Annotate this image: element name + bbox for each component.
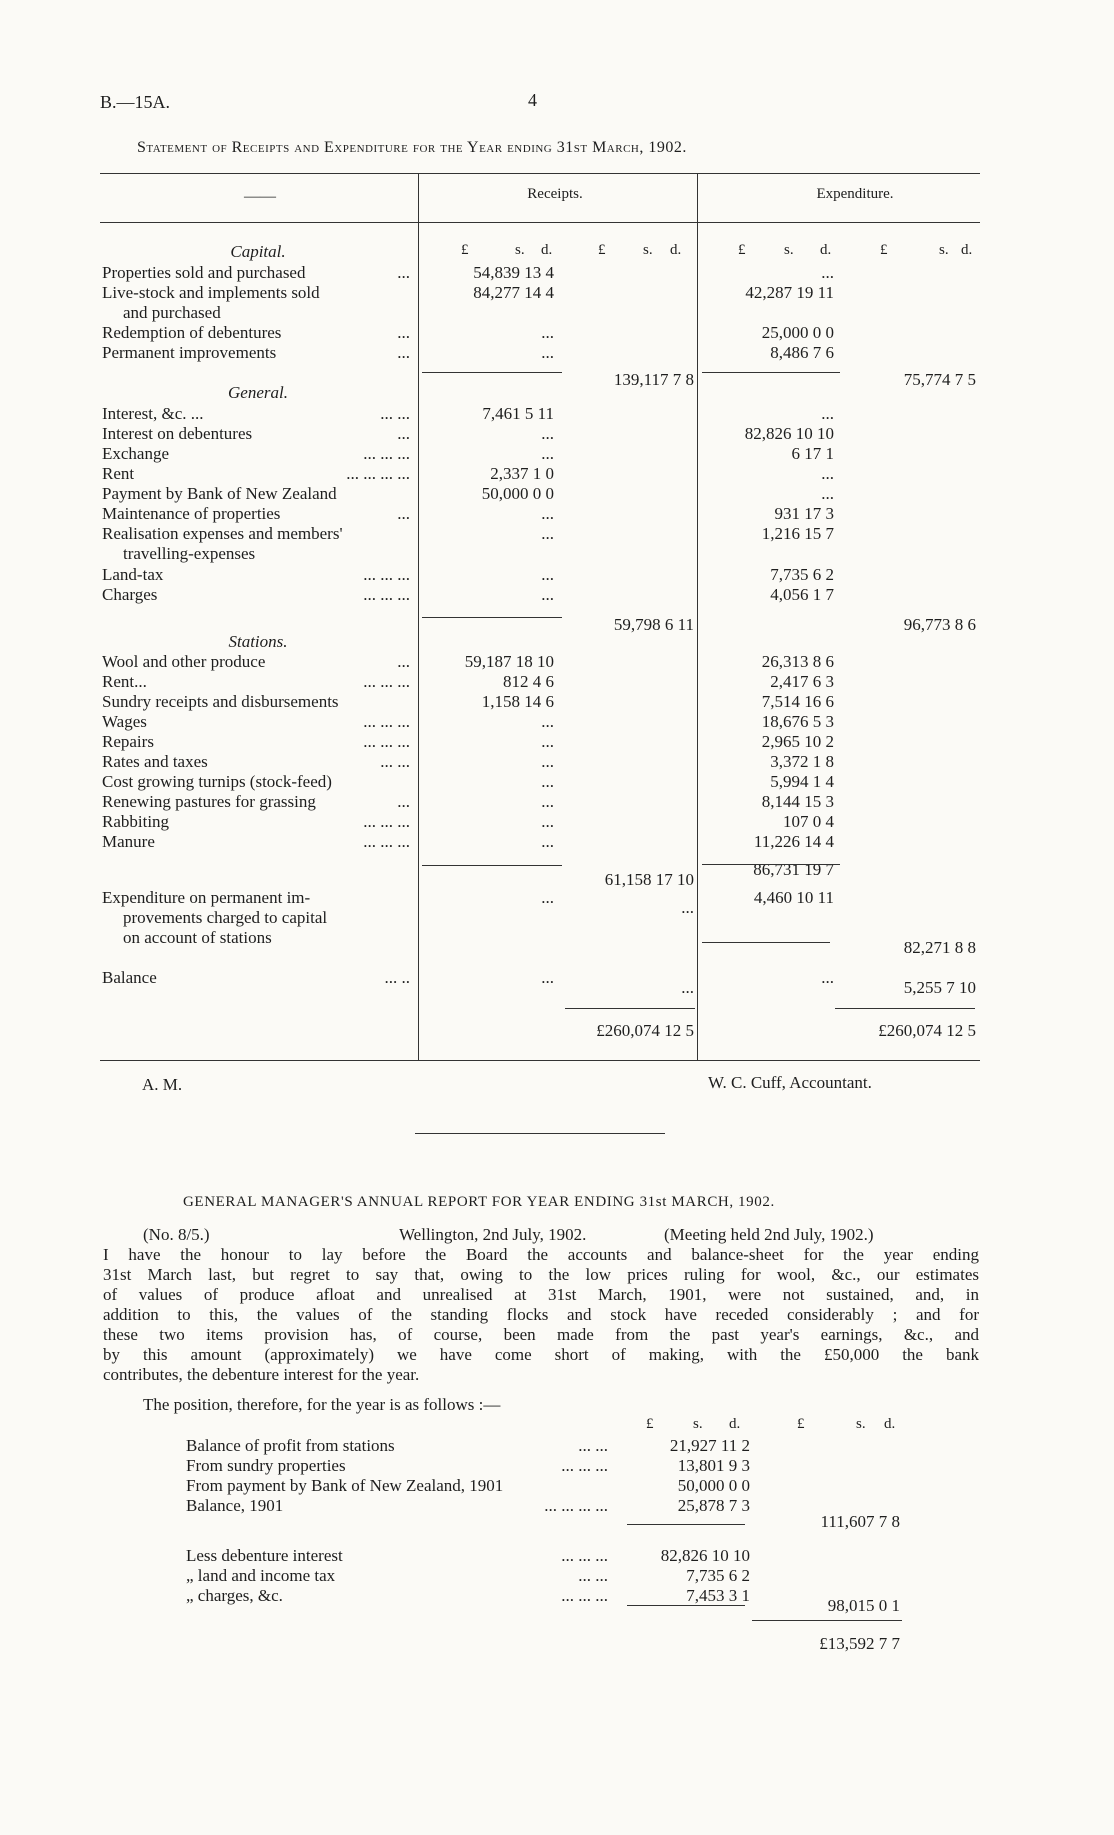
- expenditure-detail-amount: 4,056 1 7: [770, 585, 834, 604]
- expenditure-detail-amount: 7,735 6 2: [770, 565, 834, 584]
- currency-head: s.: [939, 242, 949, 258]
- leader-dots: ...: [397, 424, 410, 443]
- position-total: £13,592 7 7: [819, 1634, 900, 1653]
- receipt-detail-amount: 50,000 0 0: [481, 484, 554, 503]
- expenditure-detail-amount: 2,417 6 3: [770, 672, 834, 691]
- section-heading: General.: [228, 383, 288, 402]
- currency-head: d.: [820, 242, 832, 258]
- row-label: and purchased: [123, 303, 221, 322]
- position-rule: [627, 1524, 745, 1525]
- leader-dots: ... ...: [380, 752, 410, 771]
- currency-head: £: [738, 242, 746, 258]
- subtotal-rule: [422, 372, 562, 373]
- currency-head: £: [461, 242, 469, 258]
- receipt-total-amount: 61,158 17 10: [604, 870, 694, 889]
- expenditure-total-amount: 82,271 8 8: [903, 938, 976, 957]
- total-rule: [565, 1008, 695, 1009]
- row-label: Exchange: [102, 444, 170, 463]
- paragraph-line: I have the honour to lay before the Board the accounts and balance-sheet for the year ending: [103, 1245, 979, 1264]
- row-label: Rent...: [102, 672, 147, 691]
- position-total: 98,015 0 1: [827, 1596, 900, 1615]
- position-label: From payment by Bank of New Zealand, 1901: [186, 1476, 504, 1495]
- expenditure-detail-amount: 2,965 10 2: [761, 732, 834, 751]
- report-meeting: (Meeting held 2nd July, 1902.): [664, 1225, 874, 1244]
- receipt-total-amount: £260,074 12 5: [596, 1021, 694, 1040]
- expenditure-detail-amount: 25,000 0 0: [761, 323, 834, 342]
- expenditure-detail-amount: 3,372 1 8: [770, 752, 834, 771]
- expenditure-detail-amount: 931 17 3: [774, 504, 834, 523]
- expenditure-detail-amount: 86,731 19 7: [753, 860, 834, 879]
- leader-dots: ... ... ...: [363, 585, 410, 604]
- leader-dots: ... ... ...: [363, 672, 410, 691]
- expenditure-detail-amount: 42,287 19 11: [745, 283, 834, 302]
- position-amount: 7,453 3 1: [686, 1586, 750, 1605]
- position-label: From sundry properties: [186, 1456, 346, 1475]
- receipt-total-amount: 139,117 7 8: [613, 370, 694, 389]
- position-label: „ land and income tax: [186, 1566, 336, 1585]
- leader-dots: ... ... ...: [561, 1586, 608, 1605]
- leader-dots: ...: [397, 343, 410, 362]
- position-head: £: [646, 1416, 654, 1432]
- receipt-detail-amount: ...: [541, 424, 554, 443]
- leader-dots: ... ..: [384, 968, 410, 987]
- expenditure-detail-amount: 6 17 1: [791, 444, 834, 463]
- position-head: d.: [729, 1416, 741, 1432]
- report-place-date: Wellington, 2nd July, 1902.: [399, 1225, 587, 1244]
- statement-title: Statement of Receipts and Expenditure for the Year ending 31st March, 1902.: [137, 139, 687, 156]
- row-label: Expenditure on permanent im-: [102, 888, 311, 907]
- paragraph-line: by this amount (approximately) we have come short of making, with the £50,000 the bank: [103, 1345, 979, 1364]
- subtotal-rule: [422, 617, 562, 618]
- expenditure-detail-amount: 5,994 1 4: [770, 772, 834, 791]
- position-label: Less debenture interest: [186, 1546, 343, 1565]
- row-label: travelling-expenses: [123, 544, 256, 563]
- receipt-detail-amount: ...: [541, 712, 554, 731]
- leader-dots: ... ...: [578, 1436, 608, 1455]
- receipt-detail-amount: ...: [541, 323, 554, 342]
- receipt-detail-amount: ...: [541, 565, 554, 584]
- column-header-dash: ——: [244, 188, 276, 205]
- receipt-detail-amount: 1,158 14 6: [481, 692, 554, 711]
- receipt-detail-amount: ...: [541, 752, 554, 771]
- leader-dots: ... ...: [578, 1566, 608, 1585]
- row-label: on account of stations: [123, 928, 272, 947]
- position-head: s.: [856, 1416, 866, 1432]
- row-label: provements charged to capital: [123, 908, 328, 927]
- row-label: Live-stock and implements sold: [102, 283, 320, 302]
- receipt-total-amount: ...: [681, 978, 694, 997]
- table-bottom-rule: [100, 1060, 980, 1061]
- position-amount: 21,927 11 2: [669, 1436, 750, 1455]
- column-header-expenditure: Expenditure.: [816, 186, 894, 202]
- receipt-detail-amount: 54,839 13 4: [473, 263, 554, 282]
- row-label: Land-tax: [102, 565, 164, 584]
- leader-dots: ...: [397, 792, 410, 811]
- row-label: Payment by Bank of New Zealand: [102, 484, 337, 503]
- row-label: Cost growing turnips (stock-feed): [102, 772, 332, 791]
- row-label: Rent: [102, 464, 135, 483]
- leader-dots: ... ... ...: [363, 732, 410, 751]
- receipt-detail-amount: ...: [541, 585, 554, 604]
- leader-dots: ...: [397, 323, 410, 342]
- expenditure-detail-amount: 8,486 7 6: [770, 343, 834, 362]
- leader-dots: ... ... ...: [363, 832, 410, 851]
- receipt-detail-amount: 812 4 6: [503, 672, 554, 691]
- leader-dots: ... ... ...: [363, 712, 410, 731]
- receipt-total-amount: 59,798 6 11: [613, 615, 694, 634]
- expenditure-total-amount: 75,774 7 5: [903, 370, 976, 389]
- expenditure-total-amount: £260,074 12 5: [878, 1021, 976, 1040]
- receipt-detail-amount: ...: [541, 732, 554, 751]
- position-rule: [627, 1605, 745, 1606]
- row-label: Balance: [102, 968, 157, 987]
- expenditure-total-amount: 5,255 7 10: [903, 978, 976, 997]
- row-label: Charges: [102, 585, 158, 604]
- leader-dots: ... ... ... ...: [346, 464, 410, 483]
- expenditure-detail-amount: ...: [821, 484, 834, 503]
- position-intro: The position, therefore, for the year is as follows :—: [143, 1395, 501, 1414]
- section-heading: Capital.: [230, 242, 286, 261]
- row-label: Redemption of debentures: [102, 323, 282, 342]
- row-label: Wool and other produce: [102, 652, 266, 671]
- expenditure-detail-amount: ...: [821, 968, 834, 987]
- expenditure-detail-amount: 107 0 4: [783, 812, 834, 831]
- expenditure-detail-amount: 18,676 5 3: [761, 712, 834, 731]
- position-head: £: [797, 1416, 805, 1432]
- receipt-detail-amount: ...: [541, 444, 554, 463]
- expenditure-total-amount: 96,773 8 6: [903, 615, 976, 634]
- column-header-receipts: Receipts.: [527, 186, 583, 202]
- receipt-detail-amount: 84,277 14 4: [473, 283, 554, 302]
- row-label: Manure: [102, 832, 155, 851]
- receipt-detail-amount: 7,461 5 11: [482, 404, 554, 423]
- currency-head: d.: [670, 242, 682, 258]
- expenditure-detail-amount: 7,514 16 6: [761, 692, 834, 711]
- receipt-detail-amount: 2,337 1 0: [490, 464, 554, 483]
- section-separator: [415, 1133, 665, 1134]
- leader-dots: ... ... ... ...: [544, 1496, 608, 1515]
- position-amount: 7,735 6 2: [686, 1566, 750, 1585]
- position-label: „ charges, &c.: [186, 1586, 283, 1605]
- expenditure-detail-amount: 11,226 14 4: [753, 832, 834, 851]
- leader-dots: ...: [397, 504, 410, 523]
- receipt-detail-amount: ...: [541, 524, 554, 543]
- receipt-detail-amount: ...: [541, 772, 554, 791]
- row-label: Interest on debentures: [102, 424, 253, 443]
- subtotal-rule: [422, 865, 562, 866]
- leader-dots: ... ...: [380, 404, 410, 423]
- subtotal-rule: [702, 942, 830, 943]
- expenditure-detail-amount: 4,460 10 11: [753, 888, 834, 907]
- receipt-detail-amount: ...: [541, 968, 554, 987]
- position-rule: [752, 1620, 902, 1621]
- row-label: Sundry receipts and disbursements: [102, 692, 339, 711]
- position-label: Balance of profit from stations: [186, 1436, 395, 1455]
- row-label: Rates and taxes: [102, 752, 208, 771]
- signature-left: A. M.: [142, 1075, 183, 1094]
- currency-head: s.: [643, 242, 653, 258]
- currency-head: d.: [541, 242, 553, 258]
- report-title: GENERAL MANAGER'S ANNUAL REPORT FOR YEAR ENDING 31st MARCH, 1902.: [183, 1194, 775, 1210]
- expenditure-detail-amount: 82,826 10 10: [744, 424, 834, 443]
- expenditure-detail-amount: ...: [821, 404, 834, 423]
- position-amount: 50,000 0 0: [677, 1476, 750, 1495]
- position-total: 111,607 7 8: [820, 1512, 900, 1531]
- position-amount: 13,801 9 3: [677, 1456, 750, 1475]
- receipt-detail-amount: 59,187 18 10: [464, 652, 554, 671]
- row-label: Rabbiting: [102, 812, 170, 831]
- section-heading: Stations.: [228, 632, 288, 651]
- expenditure-detail-amount: 1,216 15 7: [761, 524, 834, 543]
- currency-head: s.: [515, 242, 525, 258]
- report-ref: (No. 8/5.): [143, 1225, 210, 1244]
- row-label: Interest, &c. ...: [102, 404, 204, 423]
- row-label: Properties sold and purchased: [102, 263, 306, 282]
- signature-right: W. C. Cuff, Accountant.: [708, 1073, 872, 1092]
- position-head: s.: [693, 1416, 703, 1432]
- leader-dots: ... ... ...: [363, 444, 410, 463]
- row-label: Permanent improvements: [102, 343, 277, 362]
- position-head: d.: [884, 1416, 896, 1432]
- receipt-detail-amount: ...: [541, 812, 554, 831]
- receipt-detail-amount: ...: [541, 504, 554, 523]
- row-label: Realisation expenses and members': [102, 524, 343, 543]
- table-top-rule: [100, 173, 980, 174]
- receipt-detail-amount: ...: [541, 792, 554, 811]
- row-label: Wages: [102, 712, 147, 731]
- paragraph-line: addition to this, the values of the standing flocks and stock have receded considerably ; and for: [103, 1305, 979, 1324]
- document-reference: B.—15A.: [100, 92, 171, 112]
- currency-head: s.: [784, 242, 794, 258]
- paragraph-line: 31st March last, but regret to say that, owing to the low prices ruling for wool, &c., our estimates: [103, 1265, 979, 1284]
- page-number: 4: [528, 90, 537, 110]
- row-label: Repairs: [102, 732, 154, 751]
- currency-head: d.: [961, 242, 973, 258]
- subtotal-rule: [702, 372, 840, 373]
- leader-dots: ...: [397, 263, 410, 282]
- currency-head: £: [598, 242, 606, 258]
- position-amount: 82,826 10 10: [660, 1546, 750, 1565]
- table-header-rule: [100, 222, 980, 223]
- receipt-detail-amount: ...: [541, 832, 554, 851]
- row-label: Maintenance of properties: [102, 504, 281, 523]
- expenditure-detail-amount: ...: [821, 464, 834, 483]
- leader-dots: ... ... ...: [561, 1456, 608, 1475]
- leader-dots: ... ... ...: [363, 812, 410, 831]
- subtotal-rule: [702, 864, 840, 865]
- currency-head: £: [880, 242, 888, 258]
- expenditure-detail-amount: ...: [821, 263, 834, 282]
- receipt-detail-amount: ...: [541, 343, 554, 362]
- position-amount: 25,878 7 3: [677, 1496, 750, 1515]
- expenditure-detail-amount: 8,144 15 3: [761, 792, 834, 811]
- column-divider-receipts: [418, 173, 419, 1060]
- receipt-total-amount: ...: [681, 898, 694, 917]
- paragraph-line: of values of produce afloat and unrealised at 31st March, 1901, were not sustained, and, in: [103, 1285, 979, 1304]
- expenditure-detail-amount: 26,313 8 6: [761, 652, 834, 671]
- total-rule: [835, 1008, 975, 1009]
- leader-dots: ...: [397, 652, 410, 671]
- leader-dots: ... ... ...: [561, 1546, 608, 1565]
- leader-dots: ... ... ...: [363, 565, 410, 584]
- paragraph-line: these two items provision has, of course, been made from the past year's earnings, &c., and: [103, 1325, 979, 1344]
- row-label: Renewing pastures for grassing: [102, 792, 316, 811]
- receipt-detail-amount: ...: [541, 888, 554, 907]
- column-divider-expenditure: [697, 173, 698, 1060]
- position-label: Balance, 1901: [186, 1496, 284, 1515]
- paragraph-line: contributes, the debenture interest for the year.: [103, 1365, 420, 1384]
